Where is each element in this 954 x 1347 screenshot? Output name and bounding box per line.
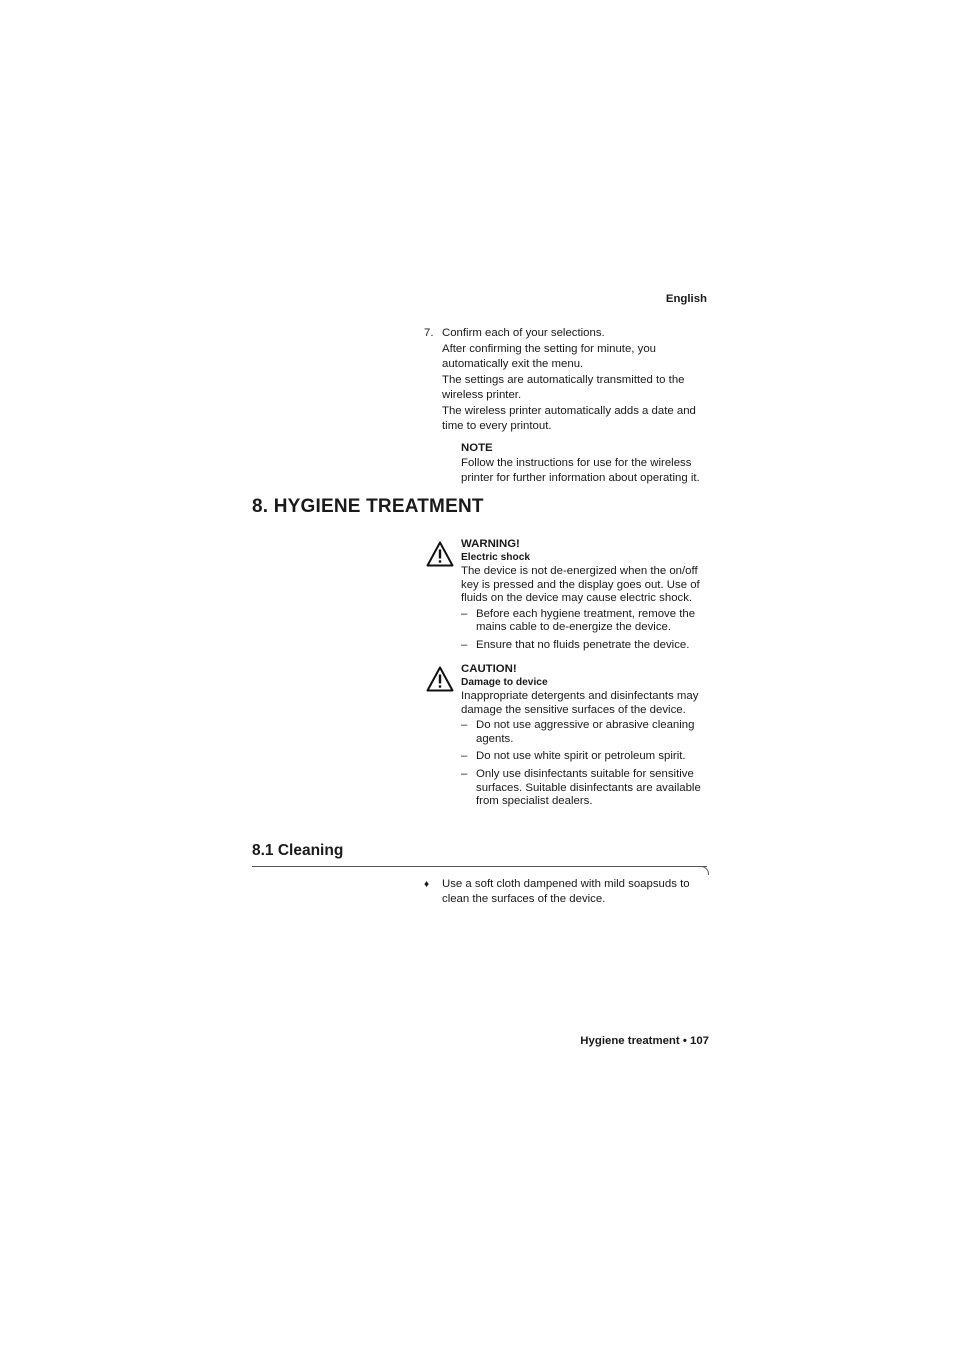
language-label: English	[665, 293, 707, 305]
note-text: Follow the instructions for use for the wireless printer for further information about operating it.	[461, 457, 700, 484]
diamond-bullet-icon: ♦	[424, 879, 430, 890]
caution-heading: CAUTION!	[461, 663, 517, 675]
caution-subheading: Damage to device	[461, 677, 548, 688]
list-item-text: Only use disinfectants suitable for sensitive surfaces. Suitable disinfectants are available from specialist dealers.	[476, 767, 701, 808]
caution-block	[461, 662, 717, 809]
list-item-text: Do not use white spirit or petroleum spirit.	[476, 750, 686, 763]
page-footer: Hygiene treatment • 107	[580, 1035, 709, 1047]
dash-marker: –	[461, 750, 468, 763]
note-heading: NOTE	[461, 442, 493, 454]
cleaning-instruction: Use a soft cloth dampened with mild soapsuds to clean the surfaces of the device.	[442, 878, 690, 905]
warning-text: The device is not de-energized when the on/off key is pressed and the display goes out. Use of fluids on the device may cause electric shock.	[461, 565, 700, 605]
dash-marker: –	[461, 719, 468, 732]
dash-marker: –	[461, 638, 468, 651]
section-divider-tail	[700, 866, 709, 875]
note-box	[461, 441, 716, 486]
list-item	[461, 608, 717, 635]
warning-heading: WARNING!	[461, 538, 520, 550]
list-item-text: Do not use aggressive or abrasive cleaning agents.	[476, 719, 695, 745]
list-item-text: Before each hygiene treatment, remove the mains cable to de-energize the device.	[476, 607, 696, 634]
step-line: Confirm each of your selections.	[442, 327, 605, 339]
step-line: The wireless printer automatically adds a date and time to every printout.	[442, 405, 696, 432]
dash-marker: –	[461, 767, 468, 780]
section-title: 8. HYGIENE TREATMENT	[252, 496, 484, 517]
step-body	[442, 326, 714, 434]
step-number: 7.	[424, 327, 434, 339]
list-item	[461, 768, 717, 809]
list-item-text: Ensure that no fluids penetrate the device.	[476, 638, 690, 651]
step-line: After confirming the setting for minute, you automatically exit the menu.	[442, 343, 656, 370]
warning-subheading: Electric shock	[461, 552, 531, 563]
step-line: The settings are automatically transmitted to the wireless printer.	[442, 374, 685, 401]
list-item	[461, 750, 717, 764]
list-item	[461, 719, 717, 746]
caution-text: Inappropriate detergents and disinfectants may damage the sensitive surfaces of the device.	[461, 690, 699, 716]
section-divider	[252, 866, 707, 867]
list-item	[461, 639, 717, 653]
warning-triangle-icon	[426, 541, 454, 567]
subsection-title: 8.1 Cleaning	[252, 842, 344, 859]
dash-marker: –	[461, 607, 468, 620]
caution-triangle-icon	[426, 666, 454, 692]
warning-block	[461, 537, 717, 653]
